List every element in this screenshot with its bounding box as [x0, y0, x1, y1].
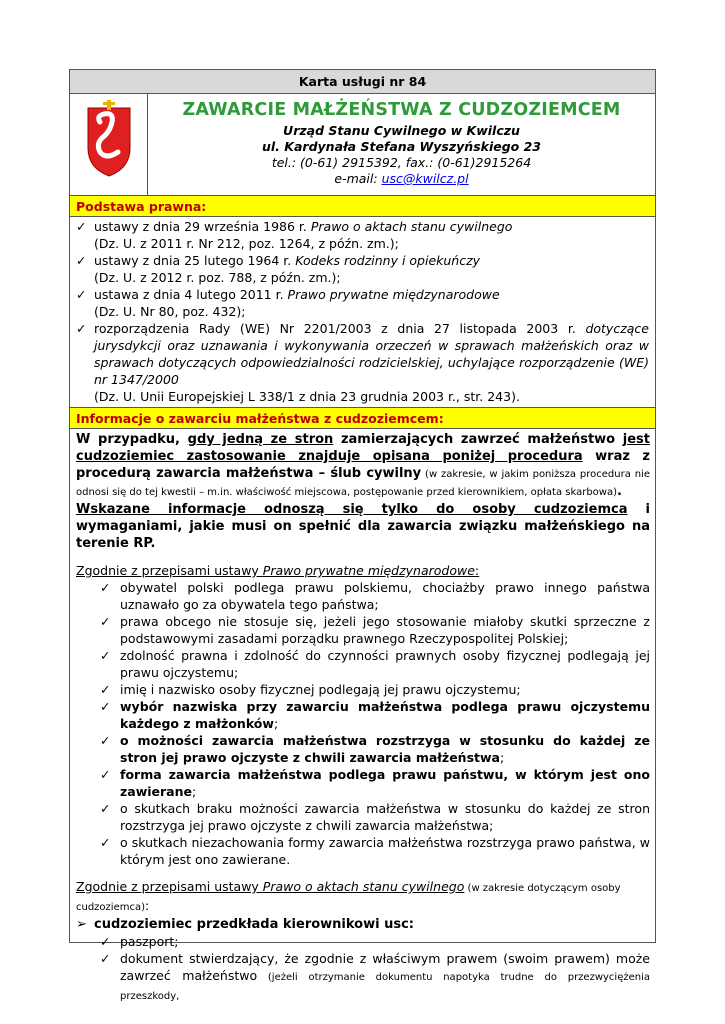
service-card [69, 69, 656, 1002]
card-title: Karta usługi nr 84 [70, 70, 655, 94]
list-item: ✓ dokument stwierdzający, że zgodnie z właściwym prawem (swoim prawem) może zawrzeć małżeństwo (jeżeli otrzymanie dokumentu napotyka trudne do przezwyciężenia przeszkody, [100, 951, 650, 1002]
email-link[interactable]: usc@kwilcz.pl [381, 171, 469, 186]
check-icon: ✓ [100, 614, 111, 629]
check-icon: ✓ [100, 835, 111, 850]
card-header [70, 94, 655, 196]
list-item: ✓ o możności zawarcia małżeństwa rozstrzyga w stosunku do każdej ze stron jej prawo ojczyste z chwili zawarcia małżeństwa; [100, 733, 650, 765]
legal-basis-list [70, 217, 655, 408]
list-item: ✓ obywatel polski podlega prawu polskiemu, chociażby prawo innego państwa uznawało go za obywatela tego państwa; [100, 580, 650, 612]
check-icon: ✓ [76, 287, 87, 302]
check-icon: ✓ [100, 767, 111, 782]
office-email-line [148, 171, 655, 187]
check-icon: ✓ [100, 951, 111, 966]
list-item: ✓ imię i nazwisko osoby fizycznej podlegają jej prawu ojczystemu; [100, 682, 521, 697]
info-heading: Informacje o zawarciu małżeństwa z cudzoziemcem: [70, 408, 655, 429]
list-item: ✓ rozporządzenia Rady (WE) Nr 2201/2003 z dnia 27 listopada 2003 r. dotyczące jurysdykcji oraz uznawania i wykonywania orzeczeń w sprawach małżeńskich oraz w sprawach dotyczących odpowiedzialności rodzicielskiej, uchylające rozporządzenie (WE) nr 1347/2000 [76, 321, 649, 387]
check-icon: ✓ [100, 934, 111, 949]
office-address: ul. Kardynała Stefana Wyszyńskiego 23 [262, 139, 541, 154]
list-item: ✓ forma zawarcia małżeństwa podlega prawu państwu, w którym jest ono zawierane; [100, 767, 650, 799]
check-icon: ✓ [100, 699, 111, 714]
info-paragraph-1: W przypadku, gdy jedną ze stron zamierzających zawrzeć małżeństwo jest cudzoziemiec zastosowanie znajduje opisana poniżej procedura wraz z procedurą zawarcia małżeństwa – ślub cywilny (w zakresie, w jakim poniższa procedura nie odnosi się do tej kwestii – m.in. właściwość miejscowa, postępowanie przed kierownikiem, opłata skarbowa). [76, 432, 651, 499]
legal-basis-heading: Podstawa prawna: [70, 196, 655, 217]
arrow-bullet-icon: ➢ [76, 917, 87, 932]
info-paragraph-2: Wskazane informacje odnoszą się tylko do osoby cudzoziemca i wymaganiami, jakie musi on spełnić dla zawarcia związku małżeńskiego na terenie RP. [76, 502, 650, 551]
arrow-list-item: ➢ cudzoziemiec przedkłada kierownikowi usc: [76, 917, 415, 932]
office-name: Urząd Stanu Cywilnego w Kwilczu [283, 123, 520, 138]
list-item: ✓ ustawy z dnia 25 lutego 1964 r. Kodeks rodzinny i opiekuńczy [76, 253, 481, 268]
check-icon: ✓ [100, 648, 111, 663]
ppm-list [76, 579, 650, 868]
legal-ref: (Dz. U. z 2011 r. Nr 212, poz. 1264, z późn. zm.); [94, 236, 399, 251]
email-label: e-mail: [334, 171, 382, 186]
logo-cell [70, 94, 148, 195]
list-item: ✓ o skutkach braku możności zawarcia małżeństwa w stosunku do każdej ze stron rozstrzyga jej prawo ojczyste z chwili zawarcia małżeństwa; [100, 801, 650, 833]
legal-ref: (Dz. U. z 2012 r. poz. 788, z późn. zm.); [94, 270, 341, 285]
list-item: ✓ wybór nazwiska przy zawarciu małżeństwa podlega prawu ojczystemu każdego z małżonków; [100, 699, 650, 731]
check-icon: ✓ [76, 321, 87, 336]
check-icon: ✓ [100, 801, 111, 816]
office-phone: tel.: (0-61) 2915392, fax.: (0-61)2915264 [271, 155, 532, 170]
page-title: ZAWARCIE MAŁŻEŃSTWA Z CUDZOZIEMCEM [182, 100, 621, 120]
documents-list [76, 933, 650, 1005]
legal-ref: (Dz. U. Unii Europejskiej L 338/1 z dnia 23 grudnia 2003 r., str. 243). [94, 389, 520, 404]
list-item: ✓ ustawy z dnia 29 września 1986 r. Prawo o aktach stanu cywilnego [76, 219, 513, 234]
list-item: ✓ paszport; [100, 934, 179, 949]
usc-intro: Zgodnie z przepisami ustawy Prawo o aktach stanu cywilnego (w zakresie dotyczącym osoby cudzoziemca): [76, 879, 621, 913]
check-icon: ✓ [100, 682, 111, 697]
check-icon: ✓ [76, 219, 87, 234]
legal-ref: (Dz. U. Nr 80, poz. 432); [94, 304, 246, 319]
coat-of-arms-icon [86, 100, 132, 178]
list-item: ✓ zdolność prawna i zdolność do czynności prawnych osoby fizycznej podlegają jej prawu ojczystemu; [100, 648, 650, 680]
list-item: ✓ ustawa z dnia 4 lutego 2011 r. Prawo prywatne międzynarodowe [76, 287, 500, 302]
list-item: ✓ o skutkach niezachowania formy zawarcia małżeństwa rozstrzyga prawo państwa, w którym jest ono zawierane. [100, 835, 650, 867]
list-item: ✓ prawa obcego nie stosuje się, jeżeli jego stosowanie miałoby skutki sprzeczne z podstawowymi zasadami porządku prawnego Rzeczypospolitej Polskiej; [100, 614, 650, 646]
check-icon: ✓ [100, 733, 111, 748]
ppm-intro: Zgodnie z przepisami ustawy Prawo prywatne międzynarodowe: [76, 563, 480, 578]
header-text [148, 94, 655, 195]
check-icon: ✓ [100, 580, 111, 595]
info-body [70, 429, 655, 1005]
check-icon: ✓ [76, 253, 87, 268]
